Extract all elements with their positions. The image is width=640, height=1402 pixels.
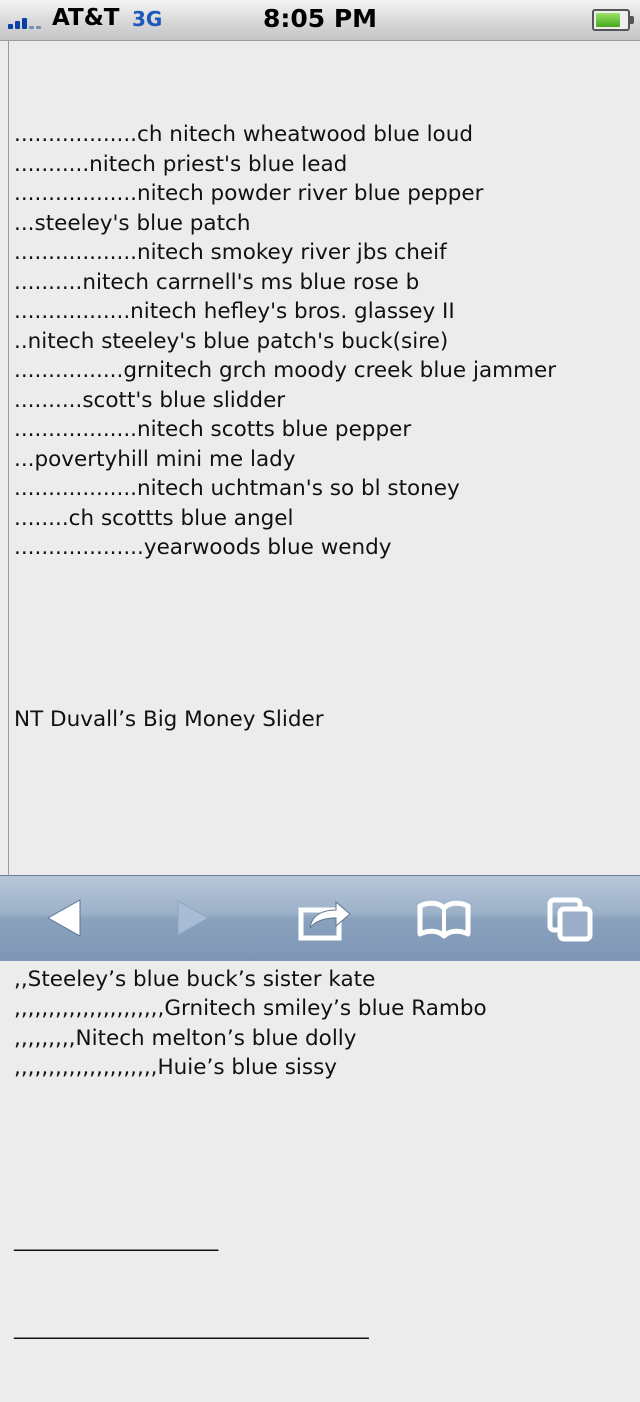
pedigree-entry: ..nitech steeley's blue patch's buck(sire) [14,328,449,354]
pedigree-entry: ,,,,,,,,,,,,,,,,,,,,,Huie’s blue sissy [14,1055,337,1080]
dog-name: NT Duvall’s Big Money Slider [14,706,324,732]
separator-line: _________________________________ [14,1315,369,1340]
page-content[interactable] [0,41,640,1340]
pedigree-entry: ..................ch nitech wheatwood blue loud [14,122,473,147]
pedigree-entry: ...........nitech priest's blue lead [14,151,348,177]
pedigree-entry: ........ch scottts blue angel [14,505,294,531]
bookmarks-button[interactable] [414,896,474,942]
share-button[interactable] [296,896,356,942]
pedigree-entry: ..................nitech powder river blue pepper [14,181,484,206]
carrier-name: AT&T [52,5,120,31]
pedigree-list-1 [14,120,640,563]
pedigree-entry: ..................nitech smokey river jbs cheif [14,240,447,265]
pages-icon [544,896,604,942]
battery-level [596,13,620,27]
back-arrow-icon [36,896,96,942]
separator-line: ___________________ [14,1226,219,1252]
share-icon [296,896,356,942]
pedigree-entry: ..........nitech carrnell's ms blue rose b [14,269,420,295]
battery-icon [592,9,630,31]
pedigree-entry: ...................yearwoods blue wendy [14,535,392,560]
forward-button[interactable] [162,896,222,942]
status-bar [0,0,640,41]
pedigree-entry: ,,Steeley’s blue buck’s sister kate [14,966,376,992]
back-button[interactable] [36,896,96,942]
pages-button[interactable] [544,896,604,942]
pedigree-text [14,61,640,1402]
pedigree-entry: ,,,,,,,,,Nitech melton’s blue dolly [14,1025,357,1051]
pedigree-entry: ...povertyhill mini me lady [14,446,296,472]
book-icon [414,896,474,942]
pedigree-entry: ...steeley's blue patch [14,210,251,236]
browser-toolbar [0,875,640,961]
pedigree-entry: ,,,,,,,,,,,,,,,,,,,,,,Grnitech smiley’s blue Rambo [14,996,487,1021]
status-time: 8:05 PM [262,4,378,33]
forward-arrow-icon [162,896,222,942]
content-left-border [8,41,9,875]
pedigree-entry: ..................nitech uchtman's so bl stoney [14,476,460,501]
network-type: 3G [132,7,163,31]
pedigree-entry: ..................nitech scotts blue pepper [14,417,412,442]
pedigree-entry: ................grnitech grch moody creek blue jammer [14,358,557,383]
pedigree-entry: .................nitech hefley's bros. glassey II [14,299,455,324]
pedigree-entry: ..........scott's blue slidder [14,387,286,413]
